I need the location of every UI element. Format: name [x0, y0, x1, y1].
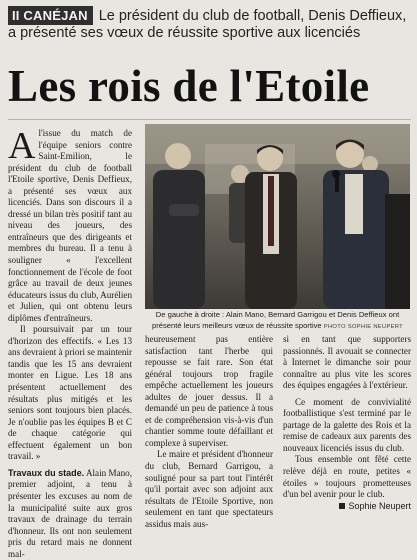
caption-text: De gauche à droite : Alain Mano, Bernard Garrigou et Denis Deffieux ont présenté leurs meilleurs vœux de réussite sportive	[151, 310, 400, 330]
article-photo	[145, 124, 410, 309]
byline	[283, 501, 411, 513]
photo-credit: PHOTO SOPHIE NEUPERT	[323, 323, 404, 330]
photo-caption	[145, 310, 410, 334]
square-bullet-icon	[339, 503, 345, 509]
paragraph-text: Alain Mano, premier adjoint, a tenu à présenter les excuses au nom de la municipalité suite aux gros travaux de drainage du terrain d'honneur. Ils ont non seulement pris du retard mais ne donnent mal-	[8, 467, 132, 559]
paragraph	[8, 468, 132, 560]
section-tag: II CANÉJAN	[8, 6, 93, 25]
article-column-2	[145, 334, 273, 530]
paragraph: Il poursuivait par un tour d'horizon des effectifs. « Les 13 ans devraient à priori se maintenir tandis que les 15 ans devraient monter en Ligue. Les 18 ans présentent actuellement des résultats plus mitigés et les seniors sont toujours bien placés. Je n'oublie pas les équipes B et C de chaque catégorie qui effectuent également un bon travail. »	[8, 324, 132, 462]
kicker-text: Le président du club de football, Denis Deffieux, a présenté ses vœux de réussite sportive aux licenciés	[8, 8, 407, 41]
paragraph: Le maire et président d'honneur du club, Bernard Garrigou, a souligné pour sa part tout l'intérêt qu'il portait avec son adjoint aux résultats de l'Etoile Sportive, non seulement en tant que spectateurs assidus mais aus-	[145, 449, 273, 529]
paragraph: Tous ensemble ont fêté cette relève déjà en route, petites « étoiles » toujours prometteuses d'un bel avenir pour le club.	[283, 454, 411, 500]
paragraph: Ce moment de convivialité footballistique s'est terminé par le partage de la galette des Rois et la remise de cadeaux aux parents des nouveaux licenciés issus du club.	[283, 396, 411, 453]
author-name: Sophie Neupert	[348, 500, 411, 511]
subheading: Travaux du stade.	[8, 467, 85, 478]
headline: Les rois de l'Etoile	[8, 61, 370, 111]
kicker	[8, 6, 411, 42]
paragraph: si en tant que supporters passionnés. Il avouait se connecter à Internet le dimanche soir pour connaître au plus vite les scores des équipes engagées à l'extérieur.	[283, 334, 411, 391]
lead-text: l'issue du match de l'équipe seniors contre Saint-Emilion, le président du club de football l'Etoile sportive, Denis Deffieux, a présenté ses vœux aux licenciés. Dans son discours il a dressé un bilan très positif tant au niveau des joueurs, des entraîneurs que des dirigeants et membres du bureau. Il a tenu à souligner « l'excellent fonctionnement de l'école de foot grâce au travail de deux jeunes éducateurs issus du club, Aurélien et Julien, qui ont obtenu leurs diplômes d'entraîneurs.	[8, 128, 132, 323]
paragraph: heureusement pas entière satisfaction tant l'herbe qui repousse se fait rare. Son état général toujours trop fragile empêche actuellement les joueurs adultes de jouer dessus. Il a demandé un peu de patience à tous et de compréhension vis-à-vis d'un chantier somme toute défaillant et complexe à superviser.	[145, 334, 273, 448]
photo-scene	[145, 124, 410, 309]
lead-paragraph	[8, 125, 132, 324]
article-column-3	[283, 334, 411, 512]
article-column-1	[8, 125, 132, 560]
drop-cap: A	[8, 125, 36, 167]
headline-rule	[8, 119, 411, 120]
